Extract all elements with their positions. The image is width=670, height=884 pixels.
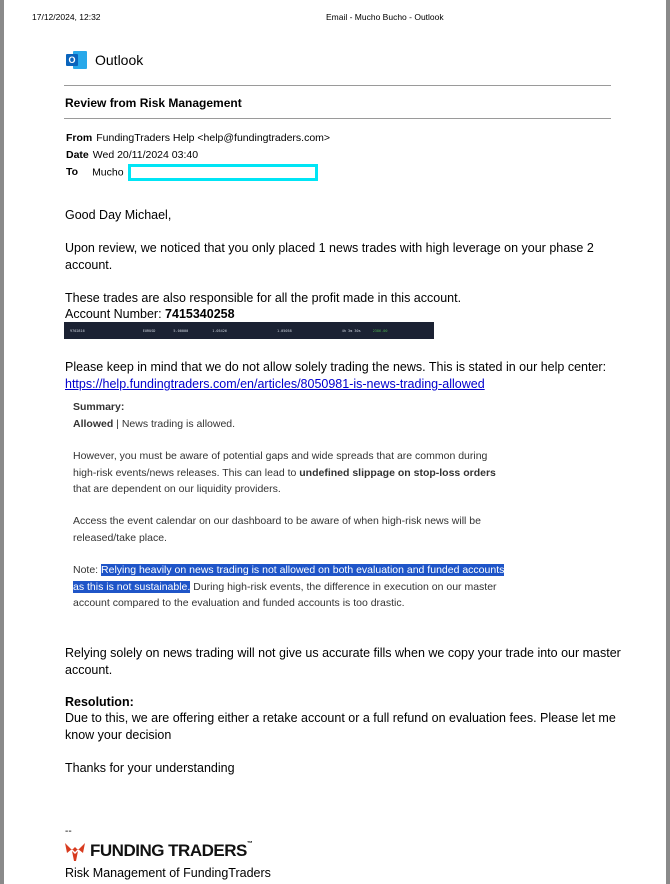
note-text: During high-risk events, the difference in execution on our master account compared to the evaluation and funded accounts is too drastic. — [73, 580, 497, 609]
signature-line: Risk Management of FundingTraders — [65, 866, 271, 880]
account-number: 7415340258 — [165, 307, 235, 321]
summary-label: Summary: — [73, 401, 125, 413]
email-subject: Review from Risk Management — [65, 96, 242, 110]
note-label: Note: — [73, 564, 102, 576]
outlook-brand — [66, 51, 143, 69]
to-value: Mucho — [92, 166, 124, 179]
redaction-box — [128, 164, 318, 181]
quote-paragraph-1 — [73, 448, 513, 498]
account-label: Account Number: — [65, 307, 166, 321]
resolution-label: Resolution: — [65, 695, 134, 709]
page-border-right — [666, 0, 670, 884]
from-row — [66, 132, 330, 144]
allowed-text: | News trading is allowed. — [113, 417, 236, 430]
quote-paragraph-2: Access the event calendar on our dashboard to be aware of when high-risk news will be released/take place. — [73, 515, 481, 544]
quote-text: that are dependent on our liquidity providers. — [73, 483, 281, 495]
print-date: 17/12/2024, 12:32 — [32, 12, 101, 22]
from-label: From — [66, 132, 93, 144]
to-row — [66, 164, 318, 181]
date-label: Date — [66, 149, 89, 161]
paragraph-3-text: Please keep in mind that we do not allow solely trading the news. This is stated in our help center: — [65, 360, 607, 374]
outlook-logo-icon: O — [66, 51, 87, 69]
date-row — [66, 149, 198, 161]
print-title: Email - Mucho Bucho - Outlook — [326, 12, 444, 22]
quote-bold-text: undefined slippage on stop-loss orders — [299, 466, 496, 479]
paragraph-5: Due to this, we are offering either a retake account or a full refund on evaluation fees. Please let me know your decision — [65, 711, 616, 742]
paragraph-3 — [65, 359, 625, 393]
divider — [64, 85, 611, 86]
trade-screenshot: 9702816 EURUSD 5.00000 1.05426 1.05058 4h 3m 30s 2386.00 — [64, 322, 434, 339]
app-name: Outlook — [95, 52, 144, 68]
account-line — [65, 306, 625, 323]
allowed-label: Allowed — [73, 417, 114, 430]
date-value: Wed 20/11/2024 03:40 — [92, 149, 199, 161]
signature-dash: -- — [65, 826, 72, 837]
quoted-article — [73, 399, 513, 432]
greeting: Good Day Michael, — [65, 208, 172, 222]
funding-traders-mark-icon — [64, 841, 86, 861]
thanks: Thanks for your understanding — [65, 761, 235, 775]
quote-text: However, you must be aware of potential gaps and wide spreads that are common during high-risk events/news releases. This can lead to — [73, 450, 488, 479]
from-value: FundingTraders Help <help@fundingtraders.com> — [96, 132, 331, 144]
to-label: To — [66, 166, 79, 179]
page-border-left — [0, 0, 4, 884]
paragraph-2: These trades are also responsible for all the profit made in this account. — [65, 291, 462, 305]
divider — [64, 118, 611, 119]
paragraph-4: Relying solely on news trading will not give us accurate fills when we copy your trade into our master account. — [65, 646, 621, 677]
help-center-link[interactable]: https://help.fundingtraders.com/en/articles/8050981-is-news-trading-allowed — [65, 377, 485, 391]
funding-traders-logo — [64, 841, 252, 861]
quote-note — [73, 562, 513, 612]
highlighted-text: Relying heavily on news trading is not allowed on both evaluation and funded accounts as this is not sustainable. — [73, 564, 505, 593]
paragraph-1: Upon review, we noticed that you only placed 1 news trades with high leverage on your phase 2 account. — [65, 241, 594, 272]
logo-wordmark: FUNDING TRADERS™ — [90, 841, 253, 860]
